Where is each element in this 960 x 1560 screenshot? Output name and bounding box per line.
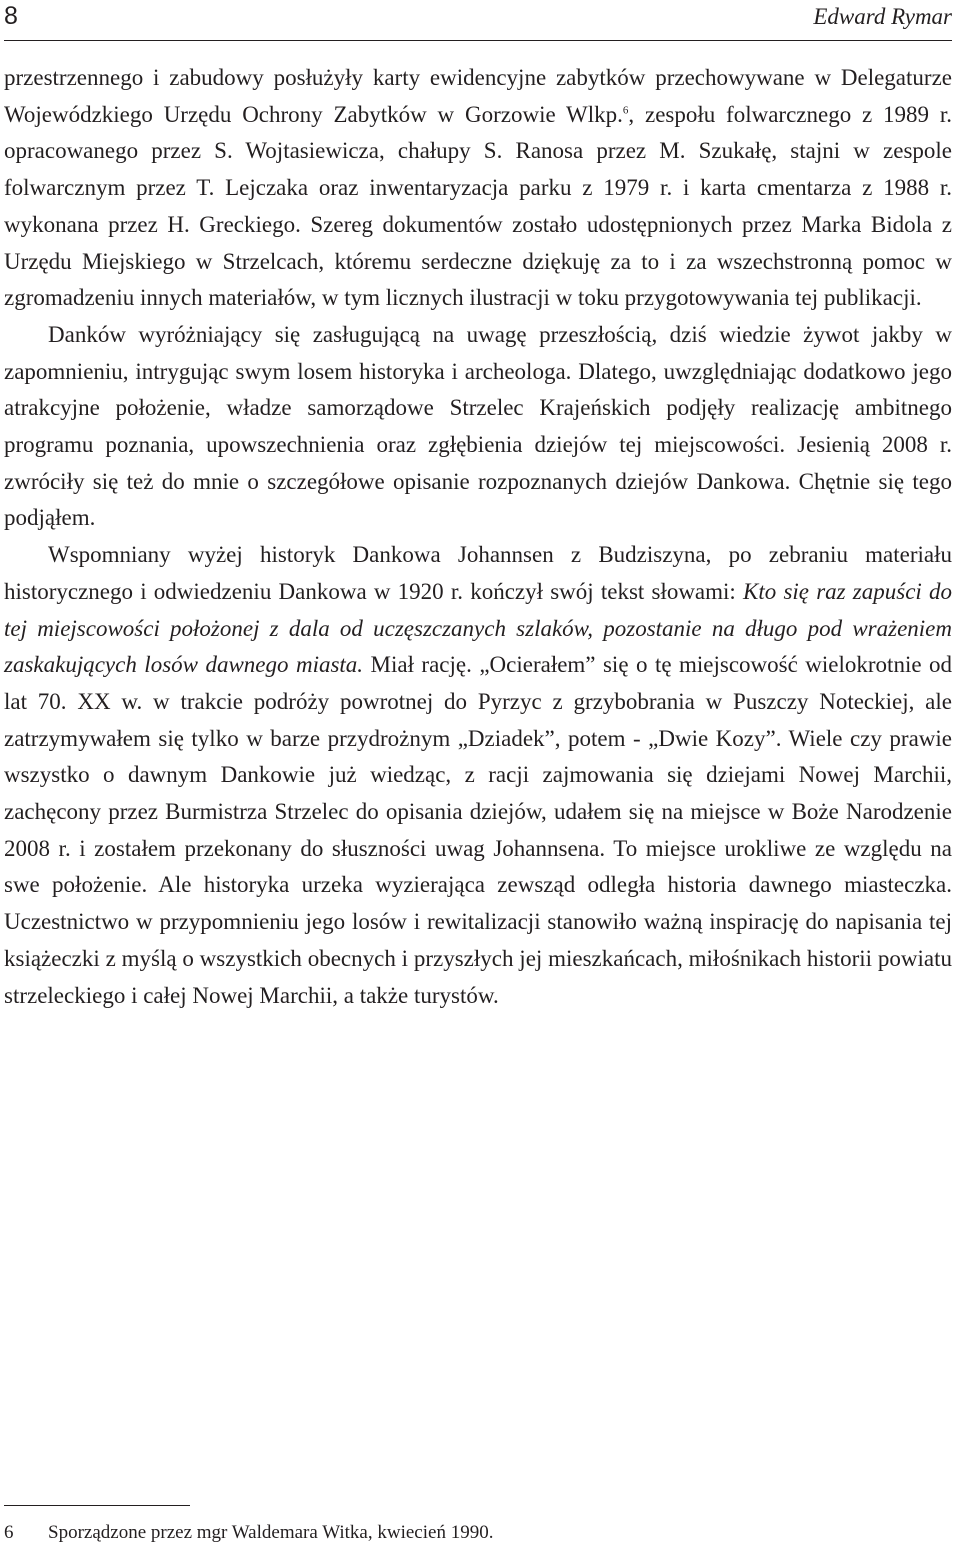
footnote [4,1520,952,1546]
paragraph-text: przestrzennego i zabudowy posłużyły karty ewidencyjne zabytków przechowywane w Delegaturze Wojewódzkiego Urzędu Ochrony Zabytków w Gorzowie Wlkp. [4,65,952,127]
footnote-text: Sporządzone przez mgr Waldemara Witka, kwiecień 1990. [48,1522,494,1543]
footnote-ref: 6 [622,104,629,117]
paragraph-text: , zespołu folwarcznego z 1989 r. opracowanego przez S. Wojtasiewicza, chałupy S. Ranosa przez M. Szukałę, stajni w zespole folwarcznym przez T. Lejczaka oraz inwentaryzacja parku z 1979 r. i karta cmentarza z 1988 r. wykonana przez H. Greckiego. Szereg dokumentów zostało udostępnionych przez Marka Bidola z Urzędu Miejskiego w Strzelcach, któremu serdeczne dziękuję za to i za wszechstronną pomoc w zgromadzeniu innych materiałów, w tym licznych ilustracji w toku przygotowywania tej publikacji. [4,101,952,311]
page-header [4,0,952,40]
page-number: 8 [4,2,18,30]
paragraph-text: Miał rację. „Ocierałem” się o tę miejscowość wielokrotnie od lat 70. XX w. w trakcie podróży powrotnej do Pyrzyc z grzybobrania w Puszczy Noteckiej, ale zatrzymywałem się tylko w barze przydrożnym „Dziadek”, potem - „Dwie Kozy”. Wiele czy prawie wszystko o dawnym Dankowie już wiedząc, z racji zajmowania się dziejami Nowej Marchii, zachęcony przez Burmistrza Strzelec do opisania dziejów, udałem się na miejsce w Boże Narodzenie 2008 r. i zostałem przekonany do słuszności uwag Johannsena. To miejsce urokliwe ze względu na swe położenie. Ale historyka urzeka wyzierająca zewsząd odległa historia dawnego miasteczka. Uczestnictwo w przypomnieniu jego losów i rewitalizacji stanowiło ważną inspirację do napisania tej książeczki z myślą o wszystkich obecnych i przyszłych jej mieszkańcach, miłośnikach historii powiatu strzeleckiego i całej Nowej Marchii, a także turystów. [4,652,953,1008]
paragraph-2 [4,317,952,537]
paragraph-text: Danków wyróżniający się zasługującą na uwagę przeszłością, dziś wiedzie żywot jakby w zapomnieniu, intrygując swym losem historyka i archeologa. Dlatego, uwzględniając dodatkowo jego atrakcyjne położenie, władze samorządowe Strzelec Krajeńskich podjęły realizację ambitnego programu poznania, upowszechnienia oraz zgłębienia dziejów tej miejscowości. Jesienią 2008 r. zwróciły się też do mnie o szczegółowe opisanie rozpoznanych dziejów Dankowa. Chętnie się tego podjąłem. [4,321,952,531]
paragraph-3 [4,537,952,1014]
quotation-italic: Kto się raz zapuści do tej miejscowości położonej z dala od uczęszczanych szlaków, pozostanie na długo pod wrażeniem zaskakujących losów dawnego miasta. [4,578,952,678]
footnote-number: 6 [4,1522,14,1543]
body-text [4,60,952,1014]
footnote-rule [4,1505,190,1506]
running-head-author: Edward Rymar [813,4,952,29]
paragraph-1 [4,60,952,317]
paragraph-text: Wspomniany wyżej historyk Dankowa Johannsen z Budziszyna, po zebraniu materiału historycznego i odwiedzeniu Dankowa w 1920 r. kończył swój tekst słowami: [4,542,952,604]
header-rule [4,40,952,41]
